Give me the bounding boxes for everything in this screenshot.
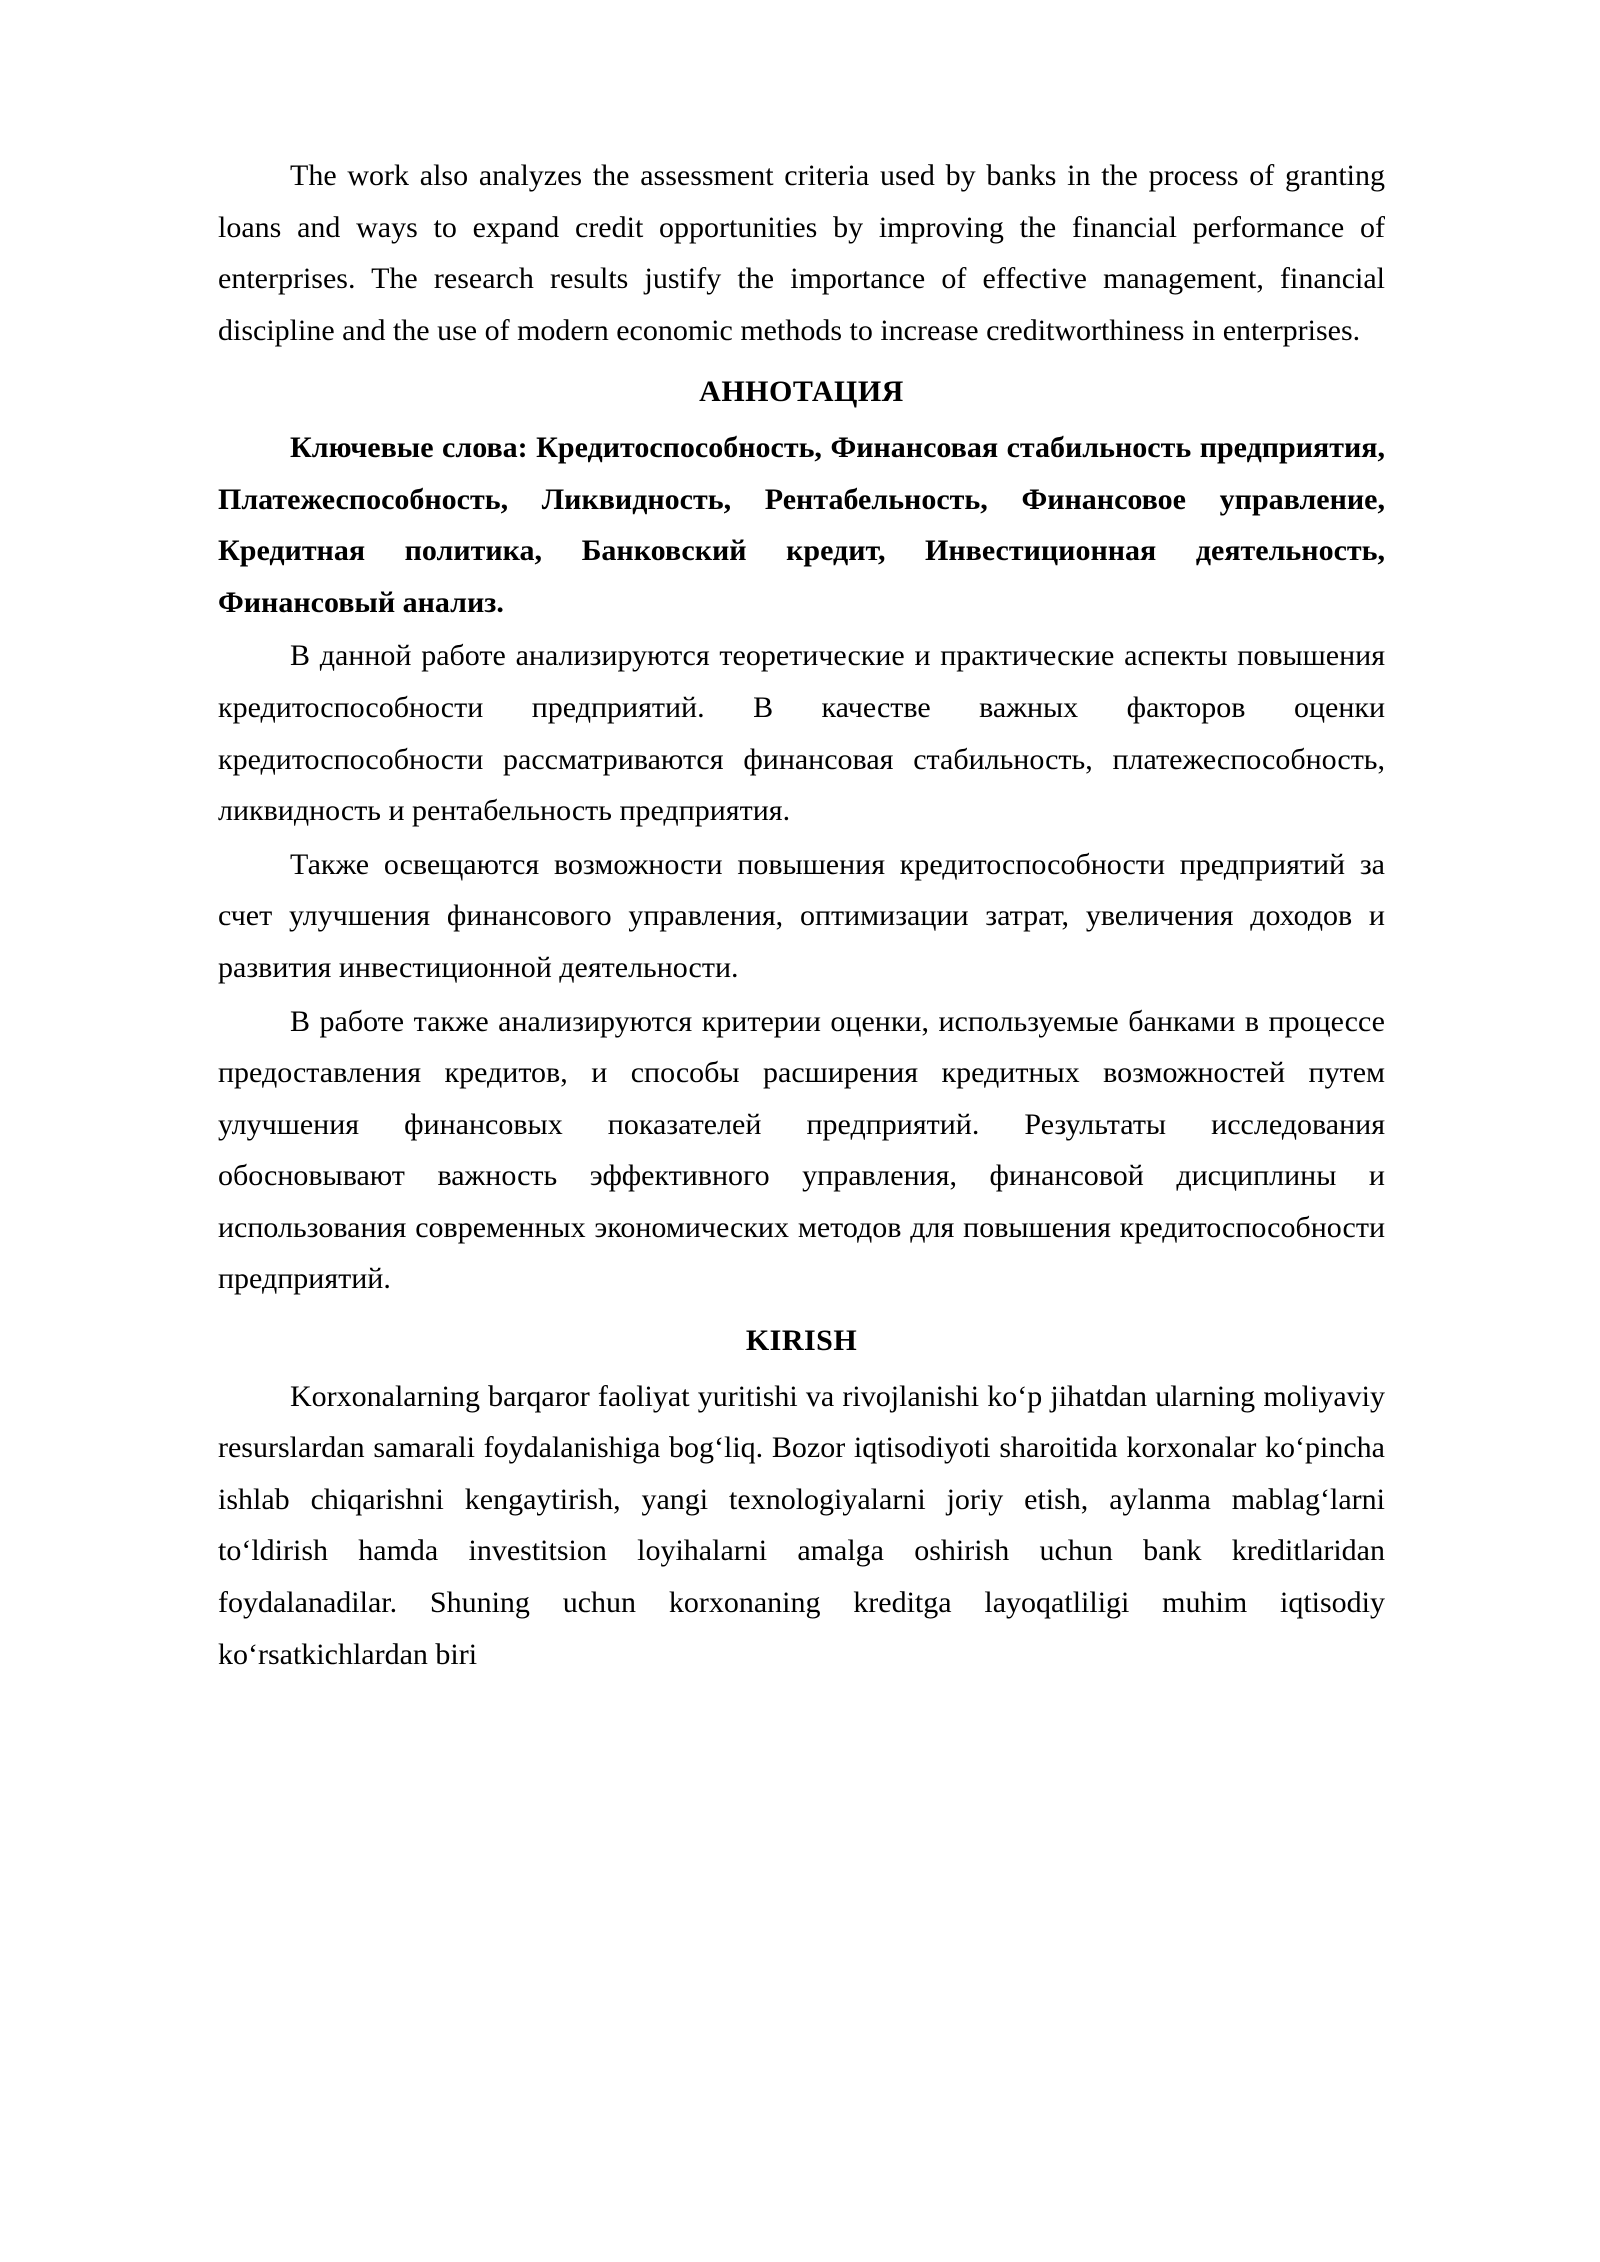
paragraph-abstract-en-continued: The work also analyzes the assessment criteria used by banks in the process of granting loans and ways to expand credit opportunities by improving the financial performance of enterprises. The research results justify the importance of effective management, financial discipline and the use of modern economic methods to increase creditworthiness in enterprises.: [218, 159, 1385, 347]
paragraph-annotation-3: В работе также анализируются критерии оценки, используемые банками в процессе предоставления кредитов, и способы расширения кредитных возможностей путем улучшения финансовых показателей предприятий. Результаты исследования обосновывают важность эффективного управления, финансовой дисциплины и использования современных экономических методов для повышения кредитоспособности предприятий.: [218, 1004, 1385, 1296]
section-heading-kirish: KIRISH: [745, 1324, 858, 1358]
paragraph-kirish-1: Korxonalarning barqaror faoliyat yuritishi va rivojlanishi ko‘p jihatdan ularning moliyaviy resurslardan samarali foydalanishiga bog‘liq. Bozor iqtisodiyoti sharoitida korxonalar ko‘pincha ishlab chiqarishni kengaytirish, yangi texnologiyalarni joriy etish, aylanma mablag‘larni to‘ldirish hamda investitsion loyihalarni amalga oshirish uchun bank kreditlaridan foydalanadilar. Shuning uchun korxonaning kreditga layoqatliligi muhim iqtisodiy ko‘rsatkichlardan biri: [218, 1379, 1385, 1671]
section-heading-annotation: АННОТАЦИЯ: [699, 375, 904, 409]
paragraph-keywords-ru: Ключевые слова: Кредитоспособность, Финансовая стабильность предприятия, Платежеспособность, Ликвидность, Рентабельность, Финансовое управление, Кредитная политика, Банковский кредит, Инвестиционная деятельность, Финансовый анализ.: [218, 430, 1385, 619]
paragraph-annotation-2: Также освещаются возможности повышения кредитоспособности предприятий за счет улучшения финансового управления, оптимизации затрат, увеличения доходов и развития инвестиционной деятельности.: [218, 847, 1385, 984]
paragraph-annotation-1: В данной работе анализируются теоретические и практические аспекты повышения кредитоспособности предприятий. В качестве важных факторов оценки кредитоспособности рассматриваются финансовая стабильность, платежеспособность, ликвидность и рентабельность предприятия.: [218, 639, 1385, 828]
